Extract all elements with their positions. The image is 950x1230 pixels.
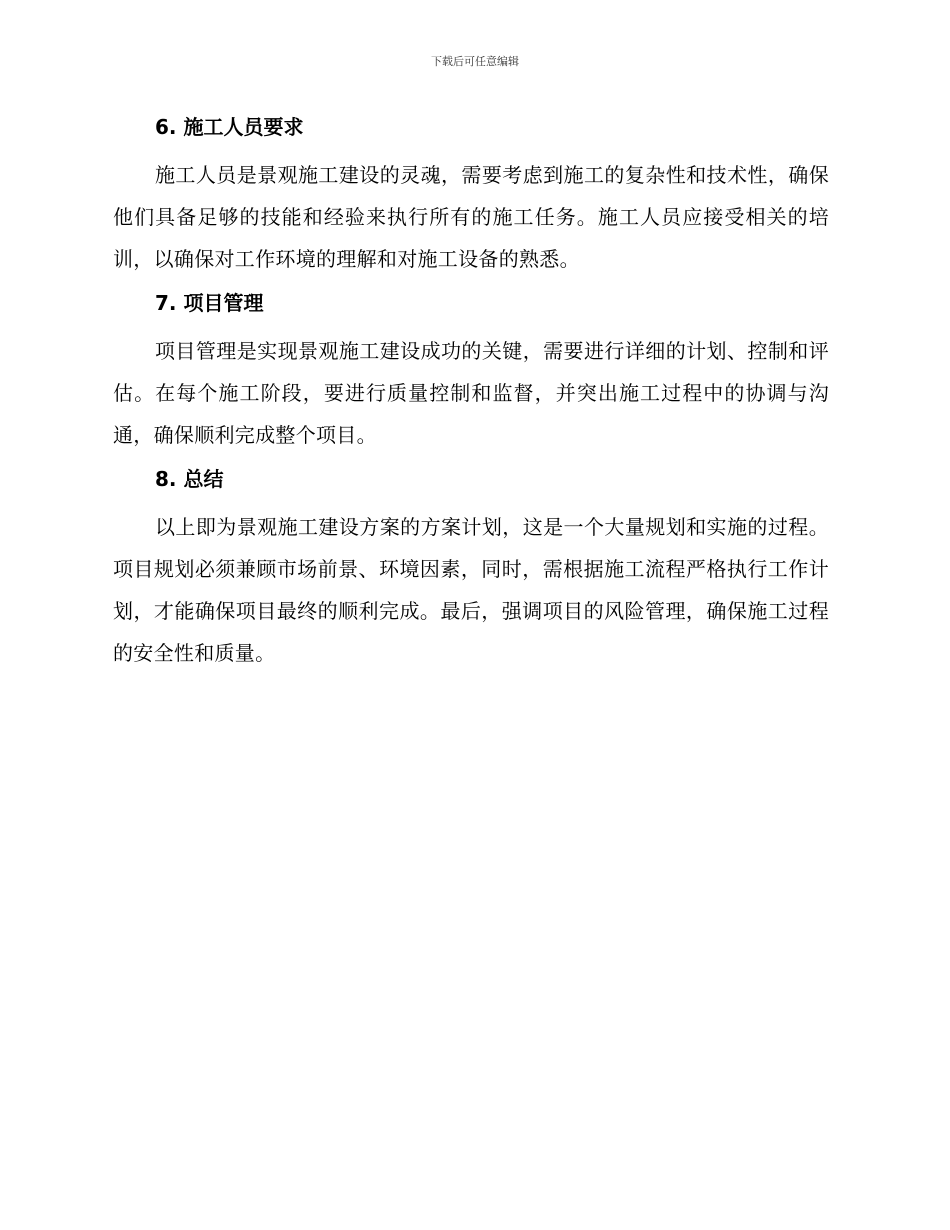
section-project-management	[113, 286, 829, 456]
section-title: 8. 总结	[155, 467, 224, 491]
section-paragraph: 以上即为景观施工建设方案的方案计划，这是一个大量规划和实施的过程。项目规划必须兼顾市场前景、环境因素，同时，需根据施工流程严格执行工作计划，才能确保项目最终的顺利完成。最后，强调项目的风险管理，确保施工过程的安全性和质量。	[113, 515, 829, 665]
section-personnel-requirements	[113, 110, 829, 280]
section-paragraph: 项目管理是实现景观施工建设成功的关键，需要进行详细的计划、控制和评估。在每个施工阶段，要进行质量控制和监督，并突出施工过程中的协调与沟通，确保顺利完成整个项目。	[113, 339, 829, 447]
document-content	[113, 110, 829, 674]
section-summary	[113, 462, 829, 674]
page-header: 下载后可任意编辑	[431, 55, 519, 68]
section-paragraph: 施工人员是景观施工建设的灵魂，需要考虑到施工的复杂性和技术性，确保他们具备足够的技能和经验来执行所有的施工任务。施工人员应接受相关的培训，以确保对工作环境的理解和对施工设备的熟悉。	[113, 163, 829, 271]
section-title: 6. 施工人员要求	[155, 115, 304, 139]
section-title: 7. 项目管理	[155, 291, 264, 315]
